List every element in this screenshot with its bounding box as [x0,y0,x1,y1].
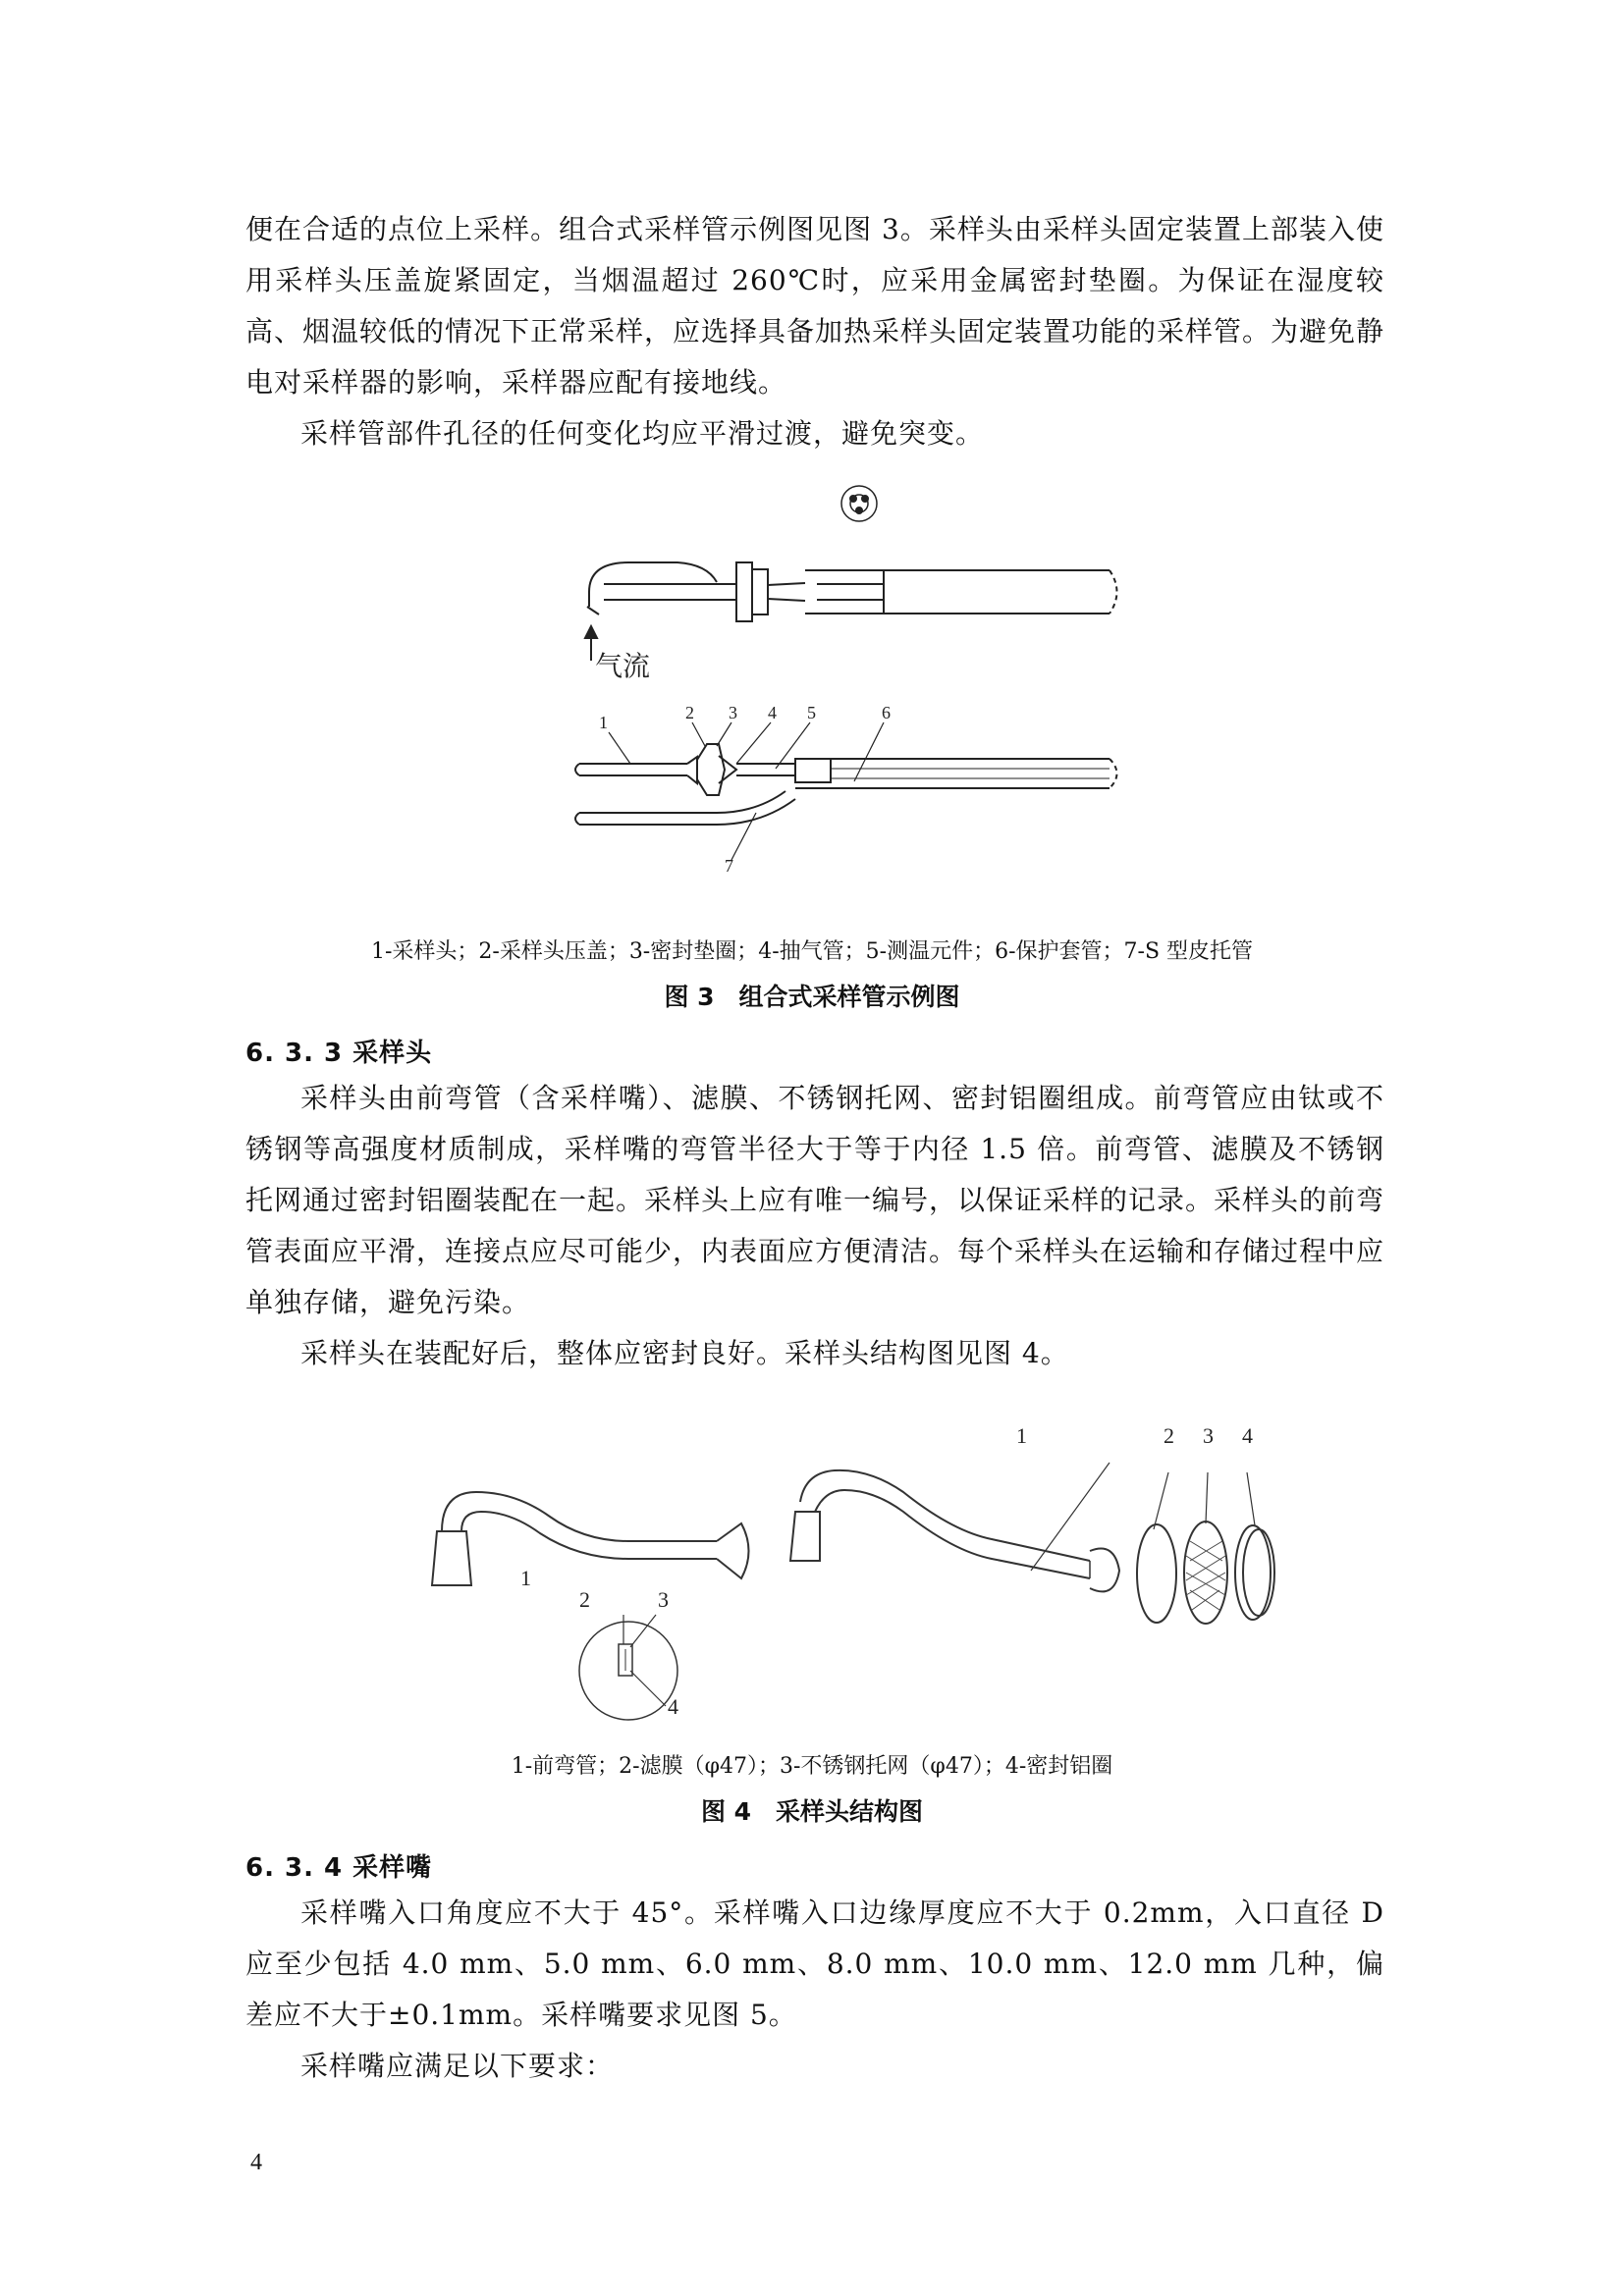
figure-4-title: 图 4 采样头结构图 [700,1797,924,1826]
figure-3-title: 图 3 组合式采样管示例图 [664,983,960,1011]
paragraph-nozzle-spec: 采样嘴入口角度应不大于 45°。采样嘴入口边缘厚度应不大于 0.2mm，入口直径 D 应至少包括 4.0 mm、5.0 mm、6.0 mm、8.0 mm、10.0 mm、12.0 mm 几种，偏差应不大于±0.1mm。采样嘴要求见图 5。 [245,1896,1384,2031]
fig3-part-7: 7 [725,856,733,876]
fig3-part-3: 3 [729,703,737,722]
fig3-part-5: 5 [807,703,816,722]
paragraph-bore-transition: 采样管部件孔径的任何变化均应平滑过渡，避免突变。 [300,417,985,450]
fig3-part-1: 1 [599,713,608,732]
figure-4-caption: 1-前弯管；2-滤膜（φ47）；3-不锈钢托网（φ47）；4-密封铝圈 [511,1754,1113,1779]
fig4-right-label-4: 4 [1242,1423,1253,1448]
page-number: 4 [250,2150,262,2175]
paragraph-nozzle-requirements: 采样嘴应满足以下要求： [300,2050,615,2082]
paragraph-sampling-tube: 便在合适的点位上采样。组合式采样管示例图见图 3。采样头由采样头固定装置上部装入使用采样头压盖旋紧固定，当烟温超过 260℃时，应采用金属密封垫圈。为保证在湿度较高、烟温较低的情况下正常采样，应选择具备加热采样头固定装置功能的采样管。为避免静电对采样器的影响，采样器应配有接地线。 [245,213,1385,399]
figure-4-diagram [422,1414,1286,1728]
fig4-left-label-1: 1 [520,1566,531,1590]
fig3-part-6: 6 [882,703,891,722]
fig4-left-label-4: 4 [668,1694,678,1719]
fig4-left-label-2: 2 [579,1587,590,1612]
airflow-label: 气流 [595,650,651,682]
fig4-right-label-2: 2 [1164,1423,1174,1448]
fig4-right-label-1: 1 [1016,1423,1027,1448]
section-heading-6-3-4: 6. 3. 4 采样嘴 [245,1853,433,1883]
section-heading-6-3-3: 6. 3. 3 采样头 [245,1039,433,1068]
fig3-part-2: 2 [685,703,694,722]
paragraph-sampling-head: 采样头由前弯管（含采样嘴）、滤膜、不锈钢托网、密封铝圈组成。前弯管应由钛或不锈钢等高强度材质制成，采样嘴的弯管半径大于等于内径 1.5 倍。前弯管、滤膜及不锈钢托网通过密封铝圈装配在一起。采样头上应有唯一编号，以保证采样的记录。采样头的前弯管表面应平滑，连接点应尽可能少，内表面应方便清洁。每个采样头在运输和存储过程中应单独存储，避免污染。 [245,1082,1385,1318]
fig4-left-label-3: 3 [658,1587,669,1612]
paragraph-sealing: 采样头在装配好后，整体应密封良好。采样头结构图见图 4。 [300,1337,1069,1369]
figure-3-diagram [560,469,1149,901]
fig3-part-4: 4 [768,703,777,722]
figure-3-caption: 1-采样头；2-采样头压盖；3-密封垫圈；4-抽气管；5-测温元件；6-保护套管；7-S 型皮托管 [370,939,1254,964]
fig4-right-label-3: 3 [1203,1423,1214,1448]
